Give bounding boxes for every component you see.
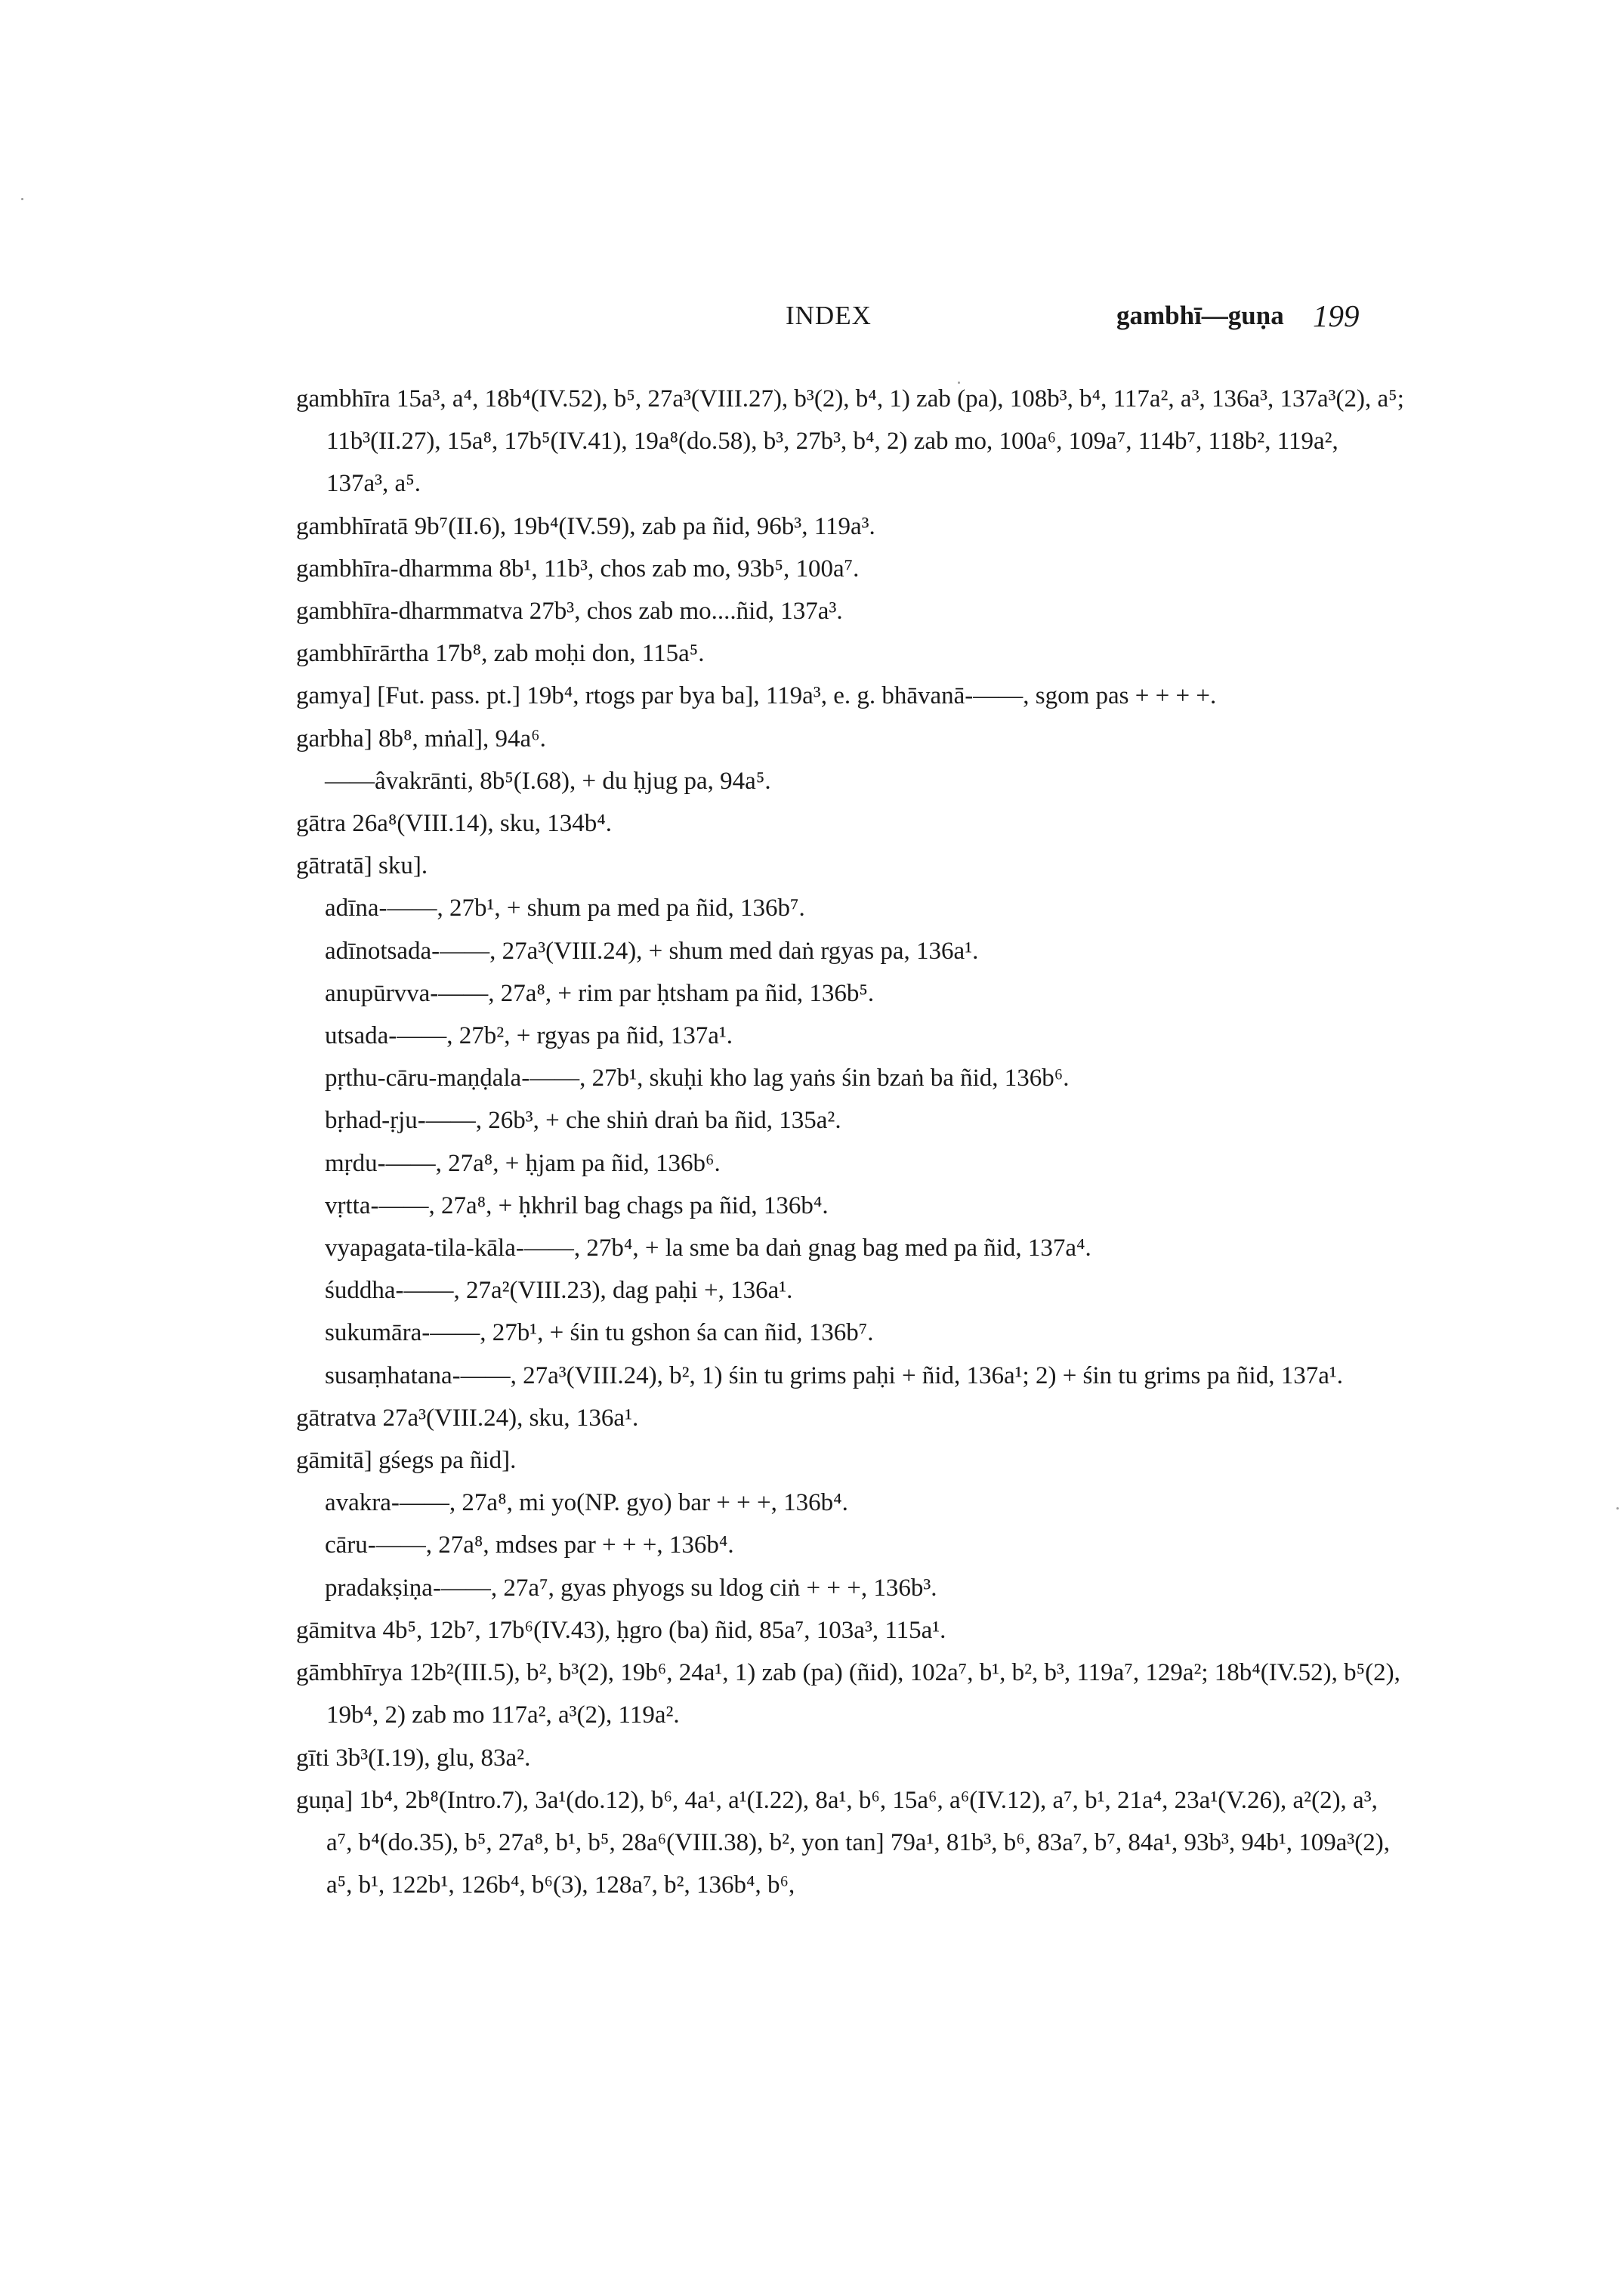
page-number: 199 (1313, 298, 1360, 333)
index-entry: garbha] 8b⁸, mṅal], 94a⁶. (296, 725, 546, 752)
index-subentry: ——âvakrānti, 8b⁵(I.68), + du ḥjug pa, 94a⁵. (325, 767, 771, 795)
index-subentry: vṛtta-——, 27a⁸, + ḥkhril bag chags pa ñid, 136b⁴. (325, 1191, 829, 1219)
index-entry: gāmitva 4b⁵, 12b⁷, 17b⁶(IV.43), ḥgro (ba) ñid, 85a⁷, 103a³, 115a¹. (296, 1616, 946, 1644)
header-title: INDEX (786, 301, 872, 330)
running-header (0, 298, 1624, 338)
index-subentry: vyapagata-tila-kāla-——, 27b⁴, + la sme ba daṅ gnag bag med pa ñid, 137a⁴. (325, 1235, 1091, 1262)
index-subentry: anupūrvva-——, 27a⁸, + rim par ḥtsham pa ñid, 136b⁵. (325, 979, 875, 1007)
scan-speck (958, 382, 960, 384)
index-subentry: pṛthu-cāru-maṇḍala-——, 27b¹, skuḥi kho lag yaṅs śin bzaṅ ba ñid, 136b⁶. (325, 1065, 1070, 1092)
index-subentry: adīnotsada-——, 27a³(VIII.24), + shum med daṅ rgyas pa, 136a¹. (325, 937, 979, 965)
index-subentry: susaṃhatana-——, 27a³(VIII.24), b², 1) śin tu grims paḥi + ñid, 136a¹; 2) + śin tu grims pa ñid, 137a¹. (325, 1361, 1344, 1389)
index-subentry: cāru-——, 27a⁸, mdses par + + +, 136b⁴. (325, 1531, 734, 1559)
index-entry: gīti 3b³(I.19), glu, 83a². (296, 1744, 531, 1772)
scan-speck (1616, 1507, 1619, 1510)
scan-speck (21, 198, 23, 200)
index-subentry: avakra-——, 27a⁸, mi yo(NP. gyo) bar + + +, 136b⁴. (325, 1489, 848, 1517)
index-subentry: bṛhad-ṛju-——, 26b³, + che shiṅ draṅ ba ñid, 135a². (325, 1107, 841, 1135)
index-entry: gātratā] sku]. (296, 852, 428, 880)
index-entry: gātratva 27a³(VIII.24), sku, 136a¹. (296, 1404, 639, 1432)
index-entry: gambhīratā 9b⁷(II.6), 19b⁴(IV.59), zab pa ñid, 96b³, 119a³. (296, 512, 875, 540)
index-entry: guṇa] 1b⁴, 2b⁸(Intro.7), 3a¹(do.12), b⁶, 4a¹, a¹(I.22), 8a¹, b⁶, 15a⁶, a⁶(IV.12), a⁷, b¹, 21a⁴, 23a¹(V.26), a²(2), a³, a⁷, b⁴(do.35), b⁵, 27a⁸, b¹, b⁵, 28a⁶(VIII.38), b², yon tan] 79a¹, 81b³, b⁶, 83a⁷, b⁷, 84a¹, 93b³, 94b¹, 109a³(2), a⁵, b¹, 122b¹, 126b⁴, b⁶(3), 128a⁷, b², 136b⁴, b⁶, (296, 1786, 1391, 1899)
index-entry: gambhīra-dharmma 8b¹, 11b³, chos zab mo, 93b⁵, 100a⁷. (296, 555, 860, 582)
index-subentry: śuddha-——, 27a²(VIII.23), dag paḥi +, 136a¹. (325, 1277, 793, 1305)
index-entry: gāmitā] gśegs pa ñid]. (296, 1447, 517, 1475)
index-entry: gātra 26a⁸(VIII.14), sku, 134b⁴. (296, 810, 612, 838)
index-subentry: utsada-——, 27b², + rgyas pa ñid, 137a¹. (325, 1022, 733, 1050)
index-entry: gamya] [Fut. pass. pt.] 19b⁴, rtogs par bya ba], 119a³, e. g. bhāvanā-——, sgom pas + + + +. (296, 682, 1217, 710)
index-entry: gambhīra-dharmmatva 27b³, chos zab mo....ñid, 137a³. (296, 598, 843, 626)
index-entry: gambhīrārtha 17b⁸, zab moḥi don, 115a⁵. (296, 640, 705, 668)
index-entries (296, 378, 1406, 1906)
index-subentry: pradakṣiṇa-——, 27a⁷, gyas phyogs su ldog ciṅ + + +, 136b³. (325, 1574, 937, 1602)
index-subentry: sukumāra-——, 27b¹, + śin tu gshon śa can ñid, 136b⁷. (325, 1319, 874, 1347)
index-entry: gambhīra 15a³, a⁴, 18b⁴(IV.52), b⁵, 27a³(VIII.27), b³(2), b⁴, 1) zab (pa), 108b³, b⁴, 117a², a³, 136a³, 137a³(2), a⁵; 11b³(II.27), 15a⁸, 17b⁵(IV.41), 19a⁸(do.58), b³, 27b³, b⁴, 2) zab mo, 100a⁶, 109a⁷, 114b⁷, 118b², 119a², 137a³, a⁵. (296, 385, 1404, 498)
index-subentry: mṛdu-——, 27a⁸, + ḥjam pa ñid, 136b⁶. (325, 1149, 721, 1177)
header-entry-range: gambhī—guṇa (1116, 301, 1284, 330)
index-entry: gāmbhīrya 12b²(III.5), b², b³(2), 19b⁶, 24a¹, 1) zab (pa) (ñid), 102a⁷, b¹, b², b³, 119a⁷, 129a²; 18b⁴(IV.52), b⁵(2), 19b⁴, 2) zab mo 117a², a³(2), 119a². (296, 1659, 1400, 1729)
index-subentry: adīna-——, 27b¹, + shum pa med pa ñid, 136b⁷. (325, 895, 805, 922)
